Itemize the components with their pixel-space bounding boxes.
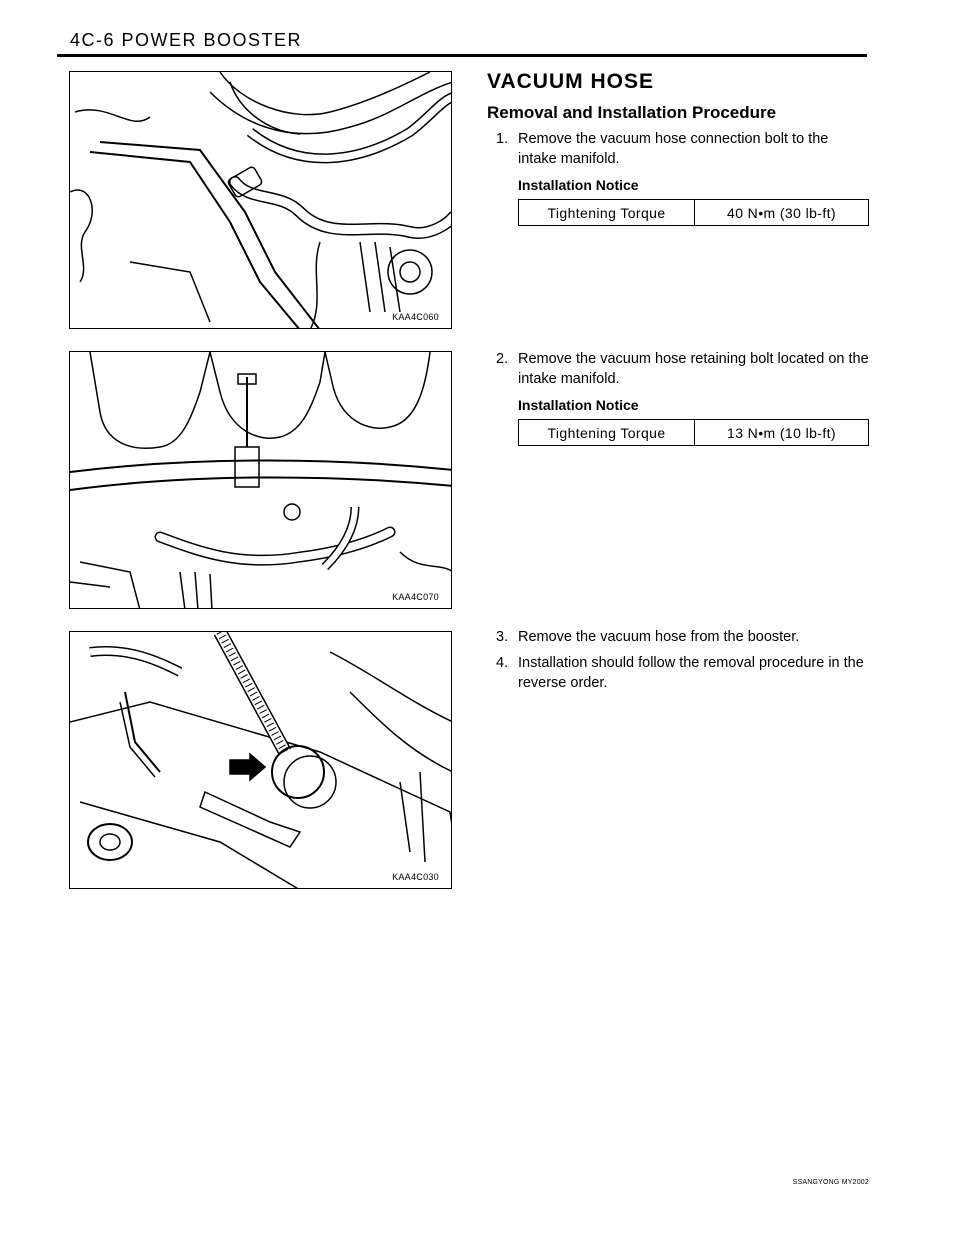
engine-illustration-2 xyxy=(70,352,452,609)
torque-value-cell: 40 N•m (30 lb-ft) xyxy=(695,200,869,226)
page-header-title: 4C-6 POWER BOOSTER xyxy=(70,30,303,50)
step-4 xyxy=(496,653,870,693)
torque-table-1 xyxy=(518,199,869,226)
step-text: Remove the vacuum hose retaining bolt located on the intake manifold. xyxy=(518,351,869,387)
step-number: 1. xyxy=(496,131,509,147)
torque-value-cell: 13 N•m (10 lb-ft) xyxy=(695,420,869,446)
table-row xyxy=(519,420,869,446)
engine-illustration-1 xyxy=(70,72,452,329)
step-number: 4. xyxy=(496,655,509,671)
step-2 xyxy=(496,349,870,389)
torque-label-cell: Tightening Torque xyxy=(519,200,695,226)
figure-booster-hose xyxy=(69,631,452,889)
page-footer: SSANGYONG MY2002 xyxy=(792,1179,869,1186)
step-3 xyxy=(496,627,870,647)
figure-vacuum-hose-connection xyxy=(69,71,452,329)
figure-retaining-bolt xyxy=(69,351,452,609)
table-row xyxy=(519,200,869,226)
figure-code: KAA4C030 xyxy=(392,872,439,882)
step-text: Remove the vacuum hose connection bolt to the intake manifold. xyxy=(518,131,829,167)
step-number: 2. xyxy=(496,351,509,367)
installation-notice-label: Installation Notice xyxy=(518,397,639,413)
torque-table-2 xyxy=(518,419,869,446)
step-text: Remove the vacuum hose from the booster. xyxy=(518,629,800,645)
figure-code: KAA4C070 xyxy=(392,592,439,602)
step-1 xyxy=(496,129,870,169)
header-rule xyxy=(57,54,867,57)
step-text: Installation should follow the removal procedure in the reverse order. xyxy=(518,655,864,691)
engine-illustration-3 xyxy=(70,632,452,889)
section-subtitle: Removal and Installation Procedure xyxy=(487,103,777,122)
step-number: 3. xyxy=(496,629,509,645)
section-title: VACUUM HOSE xyxy=(487,70,654,93)
figure-code: KAA4C060 xyxy=(392,312,439,322)
torque-label-cell: Tightening Torque xyxy=(519,420,695,446)
installation-notice-label: Installation Notice xyxy=(518,177,639,193)
